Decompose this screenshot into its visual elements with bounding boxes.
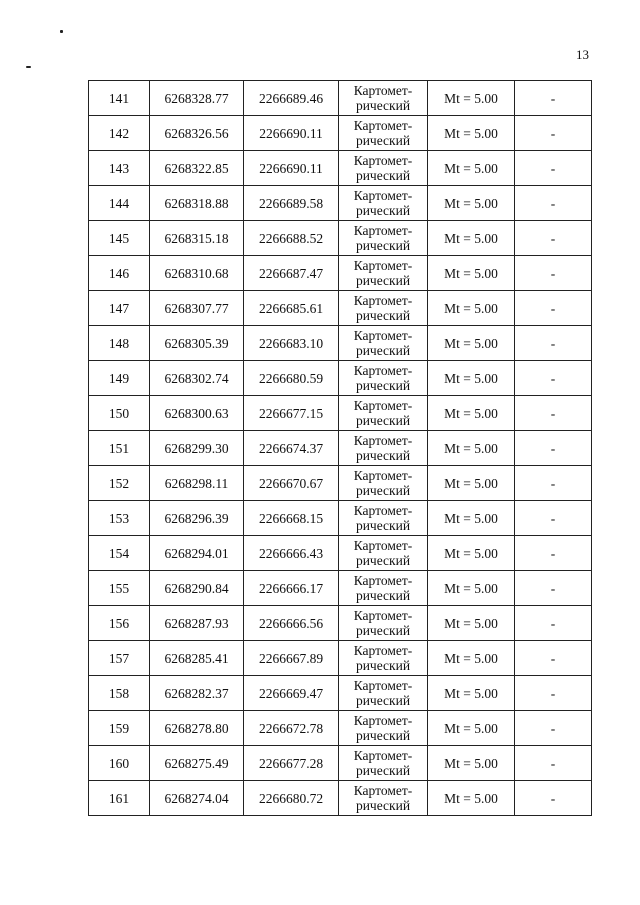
method-text-line: рический	[355, 448, 411, 463]
point-number-cell: 158	[89, 676, 150, 711]
note-cell: -	[515, 291, 592, 326]
point-number-cell: 142	[89, 116, 150, 151]
accuracy-cell: Mt = 5.00	[428, 221, 515, 256]
point-number-cell: 141	[89, 81, 150, 116]
method-cell	[339, 431, 428, 466]
method-text-line: рический	[355, 238, 411, 253]
y-coordinate-cell: 2266690.11	[244, 116, 339, 151]
y-coordinate-cell: 2266680.59	[244, 361, 339, 396]
point-number-cell: 161	[89, 781, 150, 816]
method-text-line: рический	[355, 98, 411, 113]
table-row	[89, 711, 592, 746]
point-number-cell: 160	[89, 746, 150, 781]
method-text-line: рический	[355, 693, 411, 708]
method-text-line: рический	[355, 553, 411, 568]
note-cell: -	[515, 186, 592, 221]
table-row	[89, 536, 592, 571]
note-cell: -	[515, 641, 592, 676]
accuracy-cell: Mt = 5.00	[428, 361, 515, 396]
table-row	[89, 431, 592, 466]
coordinates-table	[88, 80, 592, 816]
method-cell	[339, 536, 428, 571]
point-number-cell: 150	[89, 396, 150, 431]
table-row	[89, 501, 592, 536]
method-cell	[339, 361, 428, 396]
table-row	[89, 256, 592, 291]
note-cell: -	[515, 711, 592, 746]
x-coordinate-cell: 6268290.84	[150, 571, 244, 606]
note-cell: -	[515, 81, 592, 116]
point-number-cell: 146	[89, 256, 150, 291]
method-text-line: Картомет-	[353, 608, 413, 623]
table-row	[89, 466, 592, 501]
point-number-cell: 145	[89, 221, 150, 256]
y-coordinate-cell: 2266689.58	[244, 186, 339, 221]
y-coordinate-cell: 2266670.67	[244, 466, 339, 501]
table-row	[89, 361, 592, 396]
y-coordinate-cell: 2266666.56	[244, 606, 339, 641]
table-row	[89, 186, 592, 221]
y-coordinate-cell: 2266685.61	[244, 291, 339, 326]
note-cell: -	[515, 746, 592, 781]
method-text-line: Картомет-	[353, 783, 413, 798]
method-text-line: рический	[355, 378, 411, 393]
page-number: 13	[576, 47, 589, 62]
accuracy-cell: Mt = 5.00	[428, 291, 515, 326]
table-row	[89, 291, 592, 326]
method-text-line: Картомет-	[353, 293, 413, 308]
y-coordinate-cell: 2266680.72	[244, 781, 339, 816]
x-coordinate-cell: 6268287.93	[150, 606, 244, 641]
method-cell	[339, 781, 428, 816]
method-cell	[339, 641, 428, 676]
point-number-cell: 149	[89, 361, 150, 396]
method-text-line: рический	[355, 413, 411, 428]
method-text-line: Картомет-	[353, 538, 413, 553]
table-row	[89, 221, 592, 256]
accuracy-cell: Mt = 5.00	[428, 116, 515, 151]
method-text-line: Картомет-	[353, 573, 413, 588]
table-row	[89, 746, 592, 781]
y-coordinate-cell: 2266688.52	[244, 221, 339, 256]
method-text-line: Картомет-	[353, 748, 413, 763]
method-cell	[339, 326, 428, 361]
accuracy-cell: Mt = 5.00	[428, 81, 515, 116]
point-number-cell: 143	[89, 151, 150, 186]
note-cell: -	[515, 151, 592, 186]
method-text-line: рический	[355, 273, 411, 288]
x-coordinate-cell: 6268300.63	[150, 396, 244, 431]
method-cell	[339, 466, 428, 501]
y-coordinate-cell: 2266687.47	[244, 256, 339, 291]
y-coordinate-cell: 2266666.43	[244, 536, 339, 571]
method-cell	[339, 256, 428, 291]
method-text-line: Картомет-	[353, 398, 413, 413]
point-number-cell: 152	[89, 466, 150, 501]
method-text-line: Картомет-	[353, 468, 413, 483]
table-row	[89, 676, 592, 711]
method-cell	[339, 116, 428, 151]
accuracy-cell: Mt = 5.00	[428, 431, 515, 466]
y-coordinate-cell: 2266666.17	[244, 571, 339, 606]
accuracy-cell: Mt = 5.00	[428, 186, 515, 221]
point-number-cell: 156	[89, 606, 150, 641]
note-cell: -	[515, 116, 592, 151]
note-cell: -	[515, 501, 592, 536]
accuracy-cell: Mt = 5.00	[428, 641, 515, 676]
method-text-line: рический	[355, 728, 411, 743]
y-coordinate-cell: 2266672.78	[244, 711, 339, 746]
method-text-line: рический	[355, 203, 411, 218]
accuracy-cell: Mt = 5.00	[428, 781, 515, 816]
accuracy-cell: Mt = 5.00	[428, 256, 515, 291]
method-text-line: рический	[355, 168, 411, 183]
note-cell: -	[515, 431, 592, 466]
x-coordinate-cell: 6268328.77	[150, 81, 244, 116]
y-coordinate-cell: 2266677.28	[244, 746, 339, 781]
x-coordinate-cell: 6268326.56	[150, 116, 244, 151]
note-cell: -	[515, 396, 592, 431]
y-coordinate-cell: 2266690.11	[244, 151, 339, 186]
method-cell	[339, 501, 428, 536]
x-coordinate-cell: 6268307.77	[150, 291, 244, 326]
method-text-line: Картомет-	[353, 433, 413, 448]
x-coordinate-cell: 6268322.85	[150, 151, 244, 186]
x-coordinate-cell: 6268305.39	[150, 326, 244, 361]
note-cell: -	[515, 781, 592, 816]
note-cell: -	[515, 676, 592, 711]
method-text-line: рический	[355, 483, 411, 498]
point-number-cell: 157	[89, 641, 150, 676]
method-text-line: Картомет-	[353, 328, 413, 343]
accuracy-cell: Mt = 5.00	[428, 151, 515, 186]
x-coordinate-cell: 6268294.01	[150, 536, 244, 571]
method-text-line: Картомет-	[353, 363, 413, 378]
method-text-line: рический	[355, 308, 411, 323]
accuracy-cell: Mt = 5.00	[428, 501, 515, 536]
table-row	[89, 326, 592, 361]
table-row	[89, 151, 592, 186]
method-cell	[339, 571, 428, 606]
method-cell	[339, 396, 428, 431]
method-text-line: Картомет-	[353, 83, 413, 98]
accuracy-cell: Mt = 5.00	[428, 571, 515, 606]
coordinates-table-body	[89, 81, 592, 816]
y-coordinate-cell: 2266674.37	[244, 431, 339, 466]
method-cell	[339, 221, 428, 256]
accuracy-cell: Mt = 5.00	[428, 326, 515, 361]
note-cell: -	[515, 536, 592, 571]
y-coordinate-cell: 2266669.47	[244, 676, 339, 711]
method-cell	[339, 746, 428, 781]
x-coordinate-cell: 6268282.37	[150, 676, 244, 711]
note-cell: -	[515, 606, 592, 641]
x-coordinate-cell: 6268274.04	[150, 781, 244, 816]
method-text-line: Картомет-	[353, 713, 413, 728]
method-text-line: Картомет-	[353, 223, 413, 238]
x-coordinate-cell: 6268298.11	[150, 466, 244, 501]
point-number-cell: 151	[89, 431, 150, 466]
table-row	[89, 641, 592, 676]
y-coordinate-cell: 2266667.89	[244, 641, 339, 676]
method-text-line: Картомет-	[353, 153, 413, 168]
table-row	[89, 571, 592, 606]
table-row	[89, 606, 592, 641]
method-text-line: Картомет-	[353, 643, 413, 658]
method-text-line: Картомет-	[353, 503, 413, 518]
method-cell	[339, 711, 428, 746]
accuracy-cell: Mt = 5.00	[428, 606, 515, 641]
method-text-line: Картомет-	[353, 188, 413, 203]
method-text-line: рический	[355, 798, 411, 813]
method-cell	[339, 676, 428, 711]
x-coordinate-cell: 6268302.74	[150, 361, 244, 396]
accuracy-cell: Mt = 5.00	[428, 466, 515, 501]
table-row	[89, 81, 592, 116]
method-text-line: рический	[355, 623, 411, 638]
y-coordinate-cell: 2266677.15	[244, 396, 339, 431]
method-text-line: рический	[355, 518, 411, 533]
note-cell: -	[515, 256, 592, 291]
method-cell	[339, 186, 428, 221]
method-text-line: рический	[355, 588, 411, 603]
x-coordinate-cell: 6268310.68	[150, 256, 244, 291]
note-cell: -	[515, 326, 592, 361]
accuracy-cell: Mt = 5.00	[428, 676, 515, 711]
note-cell: -	[515, 361, 592, 396]
y-coordinate-cell: 2266668.15	[244, 501, 339, 536]
table-row	[89, 781, 592, 816]
method-cell	[339, 606, 428, 641]
point-number-cell: 153	[89, 501, 150, 536]
x-coordinate-cell: 6268315.18	[150, 221, 244, 256]
point-number-cell: 147	[89, 291, 150, 326]
point-number-cell: 144	[89, 186, 150, 221]
table-row	[89, 116, 592, 151]
point-number-cell: 154	[89, 536, 150, 571]
method-cell	[339, 81, 428, 116]
note-cell: -	[515, 221, 592, 256]
x-coordinate-cell: 6268275.49	[150, 746, 244, 781]
x-coordinate-cell: 6268285.41	[150, 641, 244, 676]
scan-speck	[26, 66, 31, 68]
y-coordinate-cell: 2266683.10	[244, 326, 339, 361]
note-cell: -	[515, 466, 592, 501]
method-text-line: рический	[355, 133, 411, 148]
method-text-line: рический	[355, 343, 411, 358]
y-coordinate-cell: 2266689.46	[244, 81, 339, 116]
note-cell: -	[515, 571, 592, 606]
accuracy-cell: Mt = 5.00	[428, 746, 515, 781]
method-text-line: Картомет-	[353, 258, 413, 273]
method-text-line: рический	[355, 658, 411, 673]
method-text-line: рический	[355, 763, 411, 778]
x-coordinate-cell: 6268318.88	[150, 186, 244, 221]
x-coordinate-cell: 6268278.80	[150, 711, 244, 746]
method-text-line: Картомет-	[353, 118, 413, 133]
accuracy-cell: Mt = 5.00	[428, 711, 515, 746]
point-number-cell: 159	[89, 711, 150, 746]
accuracy-cell: Mt = 5.00	[428, 536, 515, 571]
method-cell	[339, 151, 428, 186]
point-number-cell: 148	[89, 326, 150, 361]
table-row	[89, 396, 592, 431]
point-number-cell: 155	[89, 571, 150, 606]
x-coordinate-cell: 6268296.39	[150, 501, 244, 536]
method-text-line: Картомет-	[353, 678, 413, 693]
accuracy-cell: Mt = 5.00	[428, 396, 515, 431]
x-coordinate-cell: 6268299.30	[150, 431, 244, 466]
method-cell	[339, 291, 428, 326]
scan-speck	[60, 30, 63, 33]
